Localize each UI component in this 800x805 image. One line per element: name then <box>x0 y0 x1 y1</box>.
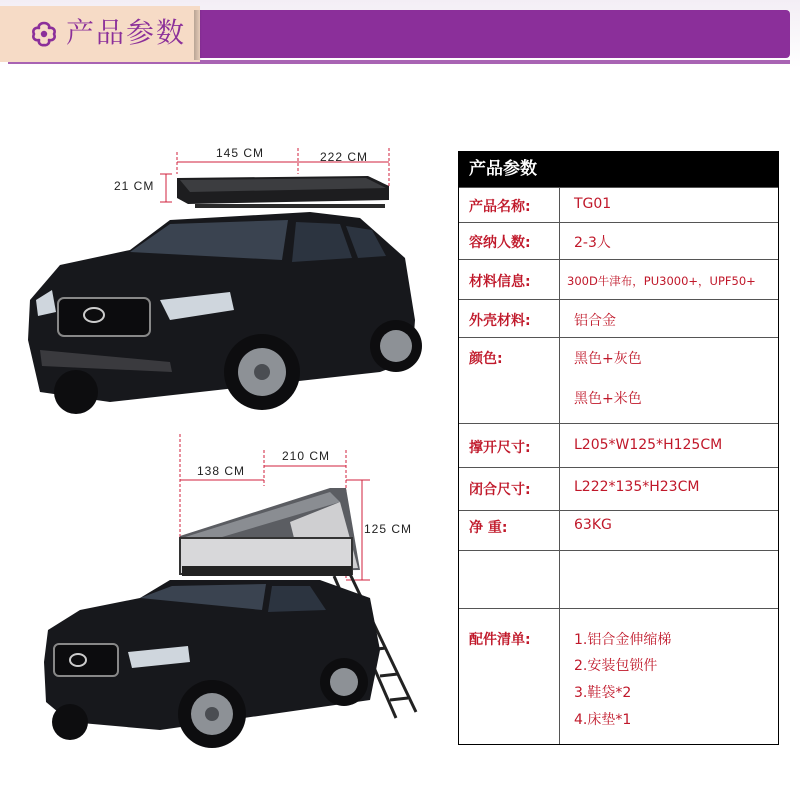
dim-width-open: 138 CM <box>197 464 246 478</box>
spec-value-closed-size: L222*135*H23CM <box>574 479 700 495</box>
dim-height-closed: 21 CM <box>114 179 155 193</box>
spec-value-name: TG01 <box>574 196 612 212</box>
spec-row-capacity <box>459 222 778 259</box>
spec-value-accessory-1: 1.铝合金伸缩梯 <box>574 632 672 648</box>
spec-label-weight: 净 重: <box>469 520 508 536</box>
dim-length-open: 210 CM <box>282 449 331 463</box>
spec-row-shell <box>459 299 778 337</box>
spec-value-shell: 铝合金 <box>574 313 616 329</box>
spec-label-shell: 外壳材料: <box>469 313 531 329</box>
spec-label-name: 产品名称: <box>469 199 531 215</box>
spec-row-color <box>459 337 778 423</box>
spec-label-material: 材料信息: <box>469 274 531 290</box>
page-title: 产品参数 <box>66 16 187 49</box>
dim-height-open: 125 CM <box>364 522 413 536</box>
spec-row-name <box>459 187 778 222</box>
spec-value-accessory-4: 4.床垫*1 <box>574 712 632 728</box>
spec-value-accessory-2: 2.安装包锁件 <box>574 658 658 674</box>
header-tab-shadow <box>194 10 202 60</box>
spec-value-weight: 63KG <box>574 517 612 533</box>
dim-width-closed: 145 CM <box>216 146 265 160</box>
spec-label-color: 颜色: <box>469 351 503 367</box>
spec-value-color-2: 黑色+米色 <box>574 391 642 407</box>
spec-row-closed-size <box>459 467 778 510</box>
spec-row-open-size <box>459 423 778 467</box>
spec-row-accessories <box>459 608 778 744</box>
spec-label-open-size: 撑开尺寸: <box>469 440 531 456</box>
spec-row-weight <box>459 510 778 550</box>
spec-value-color-1: 黑色+灰色 <box>574 351 642 367</box>
spec-row-material <box>459 259 778 299</box>
spec-value-open-size: L205*W125*H125CM <box>574 437 723 453</box>
spec-label-closed-size: 闭合尺寸: <box>469 482 531 498</box>
car-closed-tent-image <box>20 140 430 430</box>
spec-table-title: 产品参数 <box>459 152 778 187</box>
spec-table <box>458 151 779 745</box>
spec-label-accessories: 配件清单: <box>469 632 531 648</box>
spec-row-empty <box>459 550 778 608</box>
spec-label-capacity: 容纳人数: <box>469 235 531 251</box>
dim-length-closed: 222 CM <box>320 150 369 164</box>
spec-value-material: 300D牛津布，PU3000+，UPF50+ <box>567 274 756 288</box>
flower-icon <box>30 20 58 48</box>
car-open-tent-image <box>40 430 430 760</box>
spec-value-capacity: 2-3人 <box>574 235 611 251</box>
spec-value-accessory-3: 3.鞋袋*2 <box>574 685 632 701</box>
